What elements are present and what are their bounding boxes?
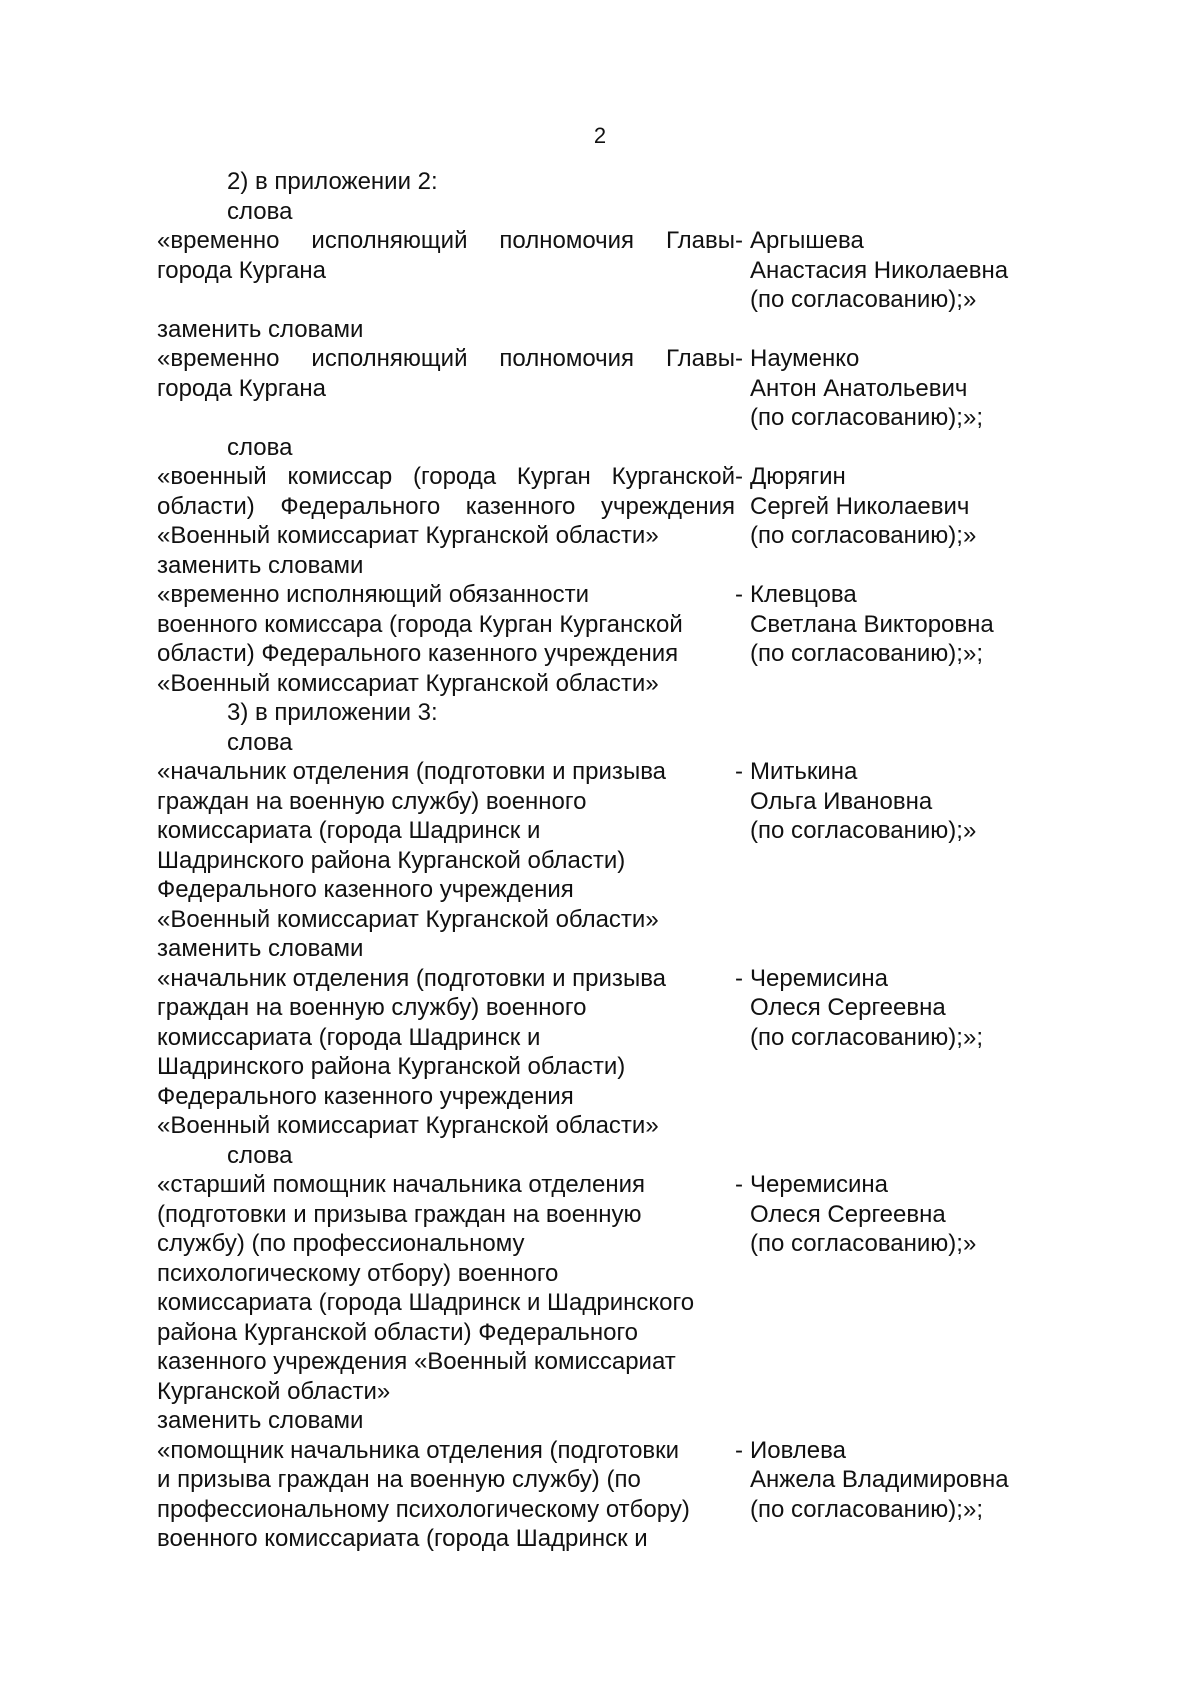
dash-separator: - [735, 227, 743, 254]
position-title [157, 580, 735, 698]
position-title-line: района Курганской области) Федерального [157, 1318, 639, 1346]
person-name-line: Дюрягин [750, 463, 846, 490]
position-title-line: военного комиссара (города Курган Курганской [157, 610, 683, 638]
person-name-line: Олеся Сергеевна [750, 1200, 946, 1228]
position-title [157, 757, 735, 934]
person-name-line: Анжела Владимировна [750, 1466, 1009, 1493]
paragraph: слова [227, 433, 293, 461]
person-name [735, 757, 1057, 846]
person-name [735, 344, 1057, 433]
position-title-line: «временно исполняющий полномочия Главы [157, 227, 735, 254]
position-title-line: «старший помощник начальника отделения [157, 1171, 645, 1198]
person-name-line: Сергей Николаевич [750, 492, 970, 520]
position-title-line: граждан на военную службу) военного [157, 787, 587, 815]
person-name-line: (по согласованию);» [750, 1230, 977, 1257]
page-number: 2 [593, 123, 607, 148]
person-name-line: Черемисина [750, 964, 888, 992]
position-title-line: «Военный комиссариат Курганской области» [157, 1112, 659, 1139]
position-title [157, 1436, 735, 1554]
position-title-line: «Военный комиссариат Курганской области» [157, 905, 659, 933]
paragraph: 3) в приложении 3: [227, 699, 438, 726]
position-title-line: комиссариата (города Шадринск и [157, 1023, 541, 1051]
position-title-line: граждан на военную службу) военного [157, 994, 587, 1021]
person-name-line: Аргышева [750, 227, 864, 254]
position-title-line: Курганской области» [157, 1377, 391, 1405]
replace-phrase: заменить словами [157, 315, 364, 343]
position-title-line: области) Федерального казенного учреждения [157, 640, 679, 667]
position-entry [157, 226, 1057, 315]
person-name [735, 580, 1057, 669]
dash-separator: - [735, 581, 743, 608]
person-name-line: Митькина [750, 758, 858, 785]
person-name-line: Олеся Сергеевна [750, 994, 946, 1021]
position-title-line: «военный комиссар (города Курган Курганской [157, 463, 735, 490]
position-entry [157, 580, 1057, 698]
position-title-line: Федерального казенного учреждения [157, 1082, 574, 1110]
position-title [157, 964, 735, 1141]
position-title-line: комиссариата (города Шадринск и [157, 817, 541, 844]
replace-phrase: заменить словами [157, 935, 364, 962]
dash-separator: - [735, 1436, 743, 1464]
position-title [157, 1170, 735, 1406]
position-title-line: службу) (по профессиональному [157, 1230, 525, 1257]
position-title-line: Шадринского района Курганской области) [157, 846, 626, 874]
position-title-line: «временно исполняющий полномочия Главы [157, 345, 735, 372]
position-title-line: комиссариата (города Шадринск и Шадринского [157, 1289, 695, 1316]
person-name-line: Антон Анатольевич [750, 374, 968, 402]
position-entry [157, 462, 1057, 551]
paragraph: 2) в приложении 2: [227, 168, 438, 195]
person-name [735, 462, 1057, 551]
person-name-line: Науменко [750, 345, 860, 372]
position-title-line: «помощник начальника отделения (подготовки [157, 1436, 680, 1464]
person-name-line: (по согласованию);»; [750, 640, 983, 667]
position-entry [157, 1436, 1057, 1554]
person-name [735, 964, 1057, 1053]
position-title-line: города Кургана [157, 374, 326, 402]
dash-separator: - [735, 345, 743, 372]
paragraph: слова [227, 1141, 293, 1169]
position-title-line: «Военный комиссариат Курганской области» [157, 522, 659, 549]
position-title-line: Федерального казенного учреждения [157, 876, 574, 903]
position-title-line: психологическому отбору) военного [157, 1259, 559, 1287]
position-title-line: военного комиссариата (города Шадринск и [157, 1525, 648, 1552]
position-title-line: и призыва граждан на военную службу) (по [157, 1466, 641, 1493]
position-title-line: профессиональному психологическому отбору) [157, 1495, 690, 1523]
person-name-line: Иовлева [750, 1436, 846, 1464]
position-title-line: города Кургана [157, 256, 326, 284]
person-name-line: (по согласованию);» [750, 817, 977, 844]
position-title-line: (подготовки и призыва граждан на военную [157, 1200, 642, 1228]
document-body [157, 167, 1057, 1554]
position-title [157, 344, 735, 403]
position-title-line: области) Федерального казенного учреждения [157, 492, 735, 520]
person-name [735, 226, 1057, 315]
person-name [735, 1436, 1057, 1525]
person-name-line: (по согласованию);»; [750, 1495, 983, 1523]
person-name-line: Черемисина [750, 1171, 888, 1198]
position-entry [157, 757, 1057, 934]
person-name-line: (по согласованию);» [750, 286, 977, 313]
dash-separator: - [735, 964, 743, 992]
dash-separator: - [735, 1171, 743, 1198]
position-entry [157, 1170, 1057, 1406]
person-name-line: (по согласованию);»; [750, 1023, 983, 1051]
position-entry [157, 344, 1057, 433]
position-entry [157, 964, 1057, 1141]
position-title-line: казенного учреждения «Военный комиссариат [157, 1348, 676, 1375]
position-title [157, 462, 735, 551]
person-name-line: (по согласованию);»; [750, 404, 983, 431]
person-name-line: Светлана Викторовна [750, 610, 994, 638]
paragraph: слова [227, 197, 293, 225]
paragraph: слова [227, 728, 293, 756]
position-title-line: Шадринского района Курганской области) [157, 1053, 626, 1080]
dash-separator: - [735, 758, 743, 785]
person-name [735, 1170, 1057, 1259]
person-name-line: Клевцова [750, 581, 857, 608]
person-name-line: Анастасия Николаевна [750, 256, 1009, 284]
position-title [157, 226, 735, 285]
position-title-line: «Военный комиссариат Курганской области» [157, 669, 659, 697]
person-name-line: (по согласованию);» [750, 522, 977, 549]
position-title-line: «начальник отделения (подготовки и призыва [157, 758, 667, 785]
position-title-line: «временно исполняющий обязанности [157, 581, 590, 608]
replace-phrase: заменить словами [157, 551, 364, 579]
dash-separator: - [735, 463, 743, 490]
position-title-line: «начальник отделения (подготовки и призыва [157, 964, 667, 992]
person-name-line: Ольга Ивановна [750, 787, 933, 815]
replace-phrase: заменить словами [157, 1407, 364, 1434]
